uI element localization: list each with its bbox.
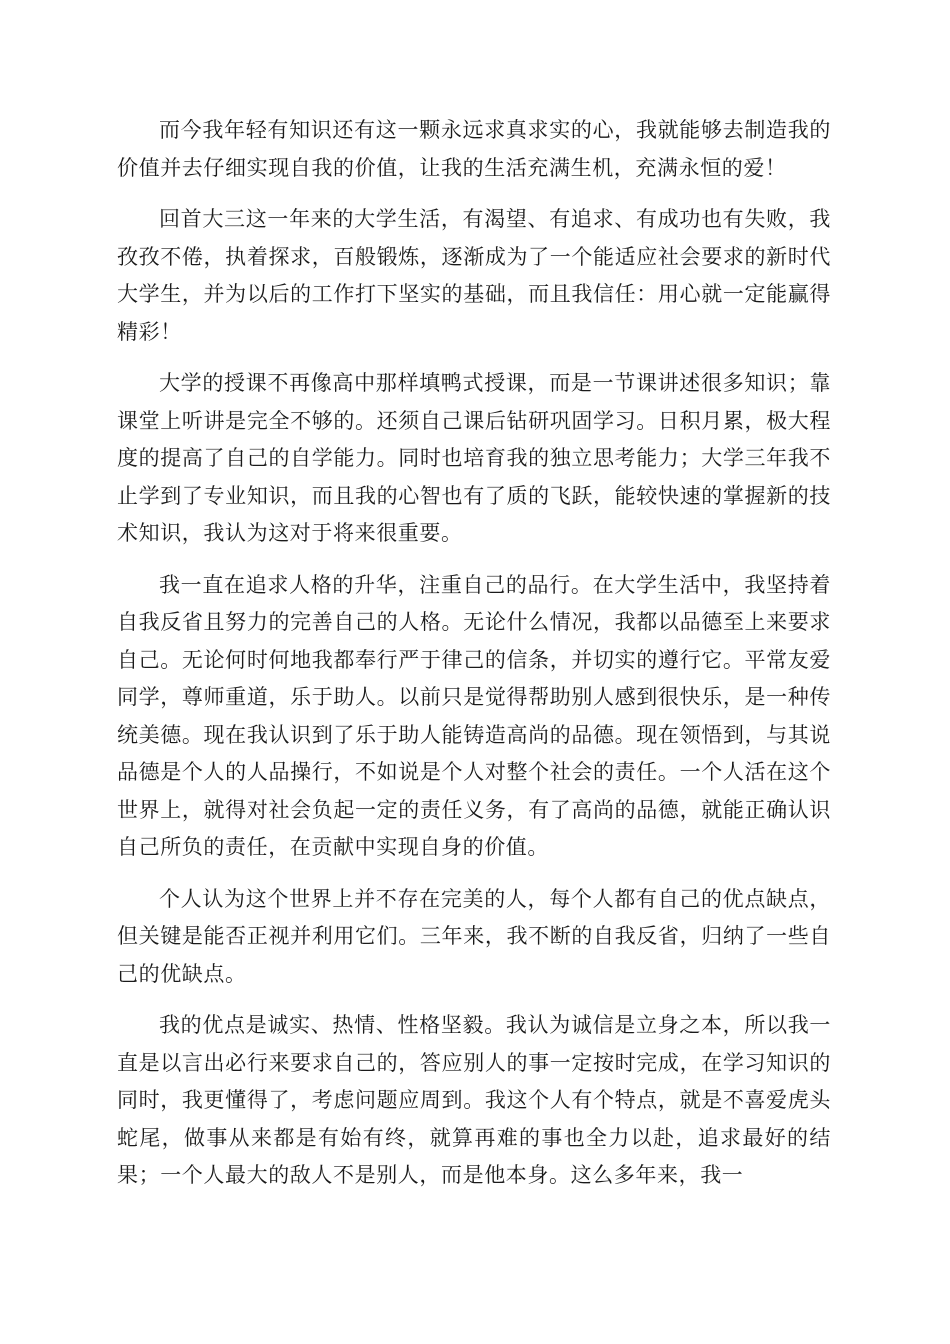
paragraph-1: 而今我年轻有知识还有这一颗永远求真求实的心，我就能够去制造我的价值并去仔细实现自我的价值，让我的生活充满生机，充满永恒的爱！	[117, 118, 831, 180]
paragraph-5: 个人认为这个世界上并不存在完美的人，每个人都有自己的优点缺点，但关键是能否正视并利用它们。三年来，我不断的自我反省，归纳了一些自己的优缺点。	[117, 886, 831, 986]
paragraph-4: 我一直在追求人格的升华，注重自己的品行。在大学生活中，我坚持着自我反省且努力的完善自己的人格。无论什么情况，我都以品德至上来要求自己。无论何时何地我都奉行严于律己的信条，并切实的遵行它。平常友爱同学，尊师重道，乐于助人。以前只是觉得帮助别人感到很快乐，是一种传统美德。现在我认识到了乐于助人能铸造高尚的品德。现在领悟到，与其说品德是个人的人品操行，不如说是个人对整个社会的责任。一个人活在这个世界上，就得对社会负起一定的责任义务，有了高尚的品德，就能正确认识自己所负的责任，在贡献中实现自身的价值。	[117, 572, 831, 859]
paragraph-3: 大学的授课不再像高中那样填鸭式授课，而是一节课讲述很多知识；靠课堂上听讲是完全不够的。还须自己课后钻研巩固学习。日积月累，极大程度的提高了自己的自学能力。同时也培育我的独立思考能力；大学三年我不止学到了专业知识，而且我的心智也有了质的飞跃，能较快速的掌握新的技术知识，我认为这对于将来很重要。	[117, 371, 831, 545]
paragraph-6: 我的优点是诚实、热情、性格坚毅。我认为诚信是立身之本，所以我一直是以言出必行来要求自己的，答应别人的事一定按时完成，在学习知识的同时，我更懂得了，考虑问题应周到。我这个人有个特点，就是不喜爱虎头蛇尾，做事从来都是有始有终，就算再难的事也全力以赴，追求最好的结果；一个人最大的敌人不是别人，而是他本身。这么多年来，我一	[117, 1013, 831, 1187]
paragraph-2: 回首大三这一年来的大学生活，有渴望、有追求、有成功也有失败，我孜孜不倦，执着探求，百般锻炼，逐渐成为了一个能适应社会要求的新时代大学生，并为以后的工作打下坚实的基础，而且我信任：用心就一定能赢得精彩！	[117, 207, 831, 344]
document-body	[117, 112, 831, 1209]
